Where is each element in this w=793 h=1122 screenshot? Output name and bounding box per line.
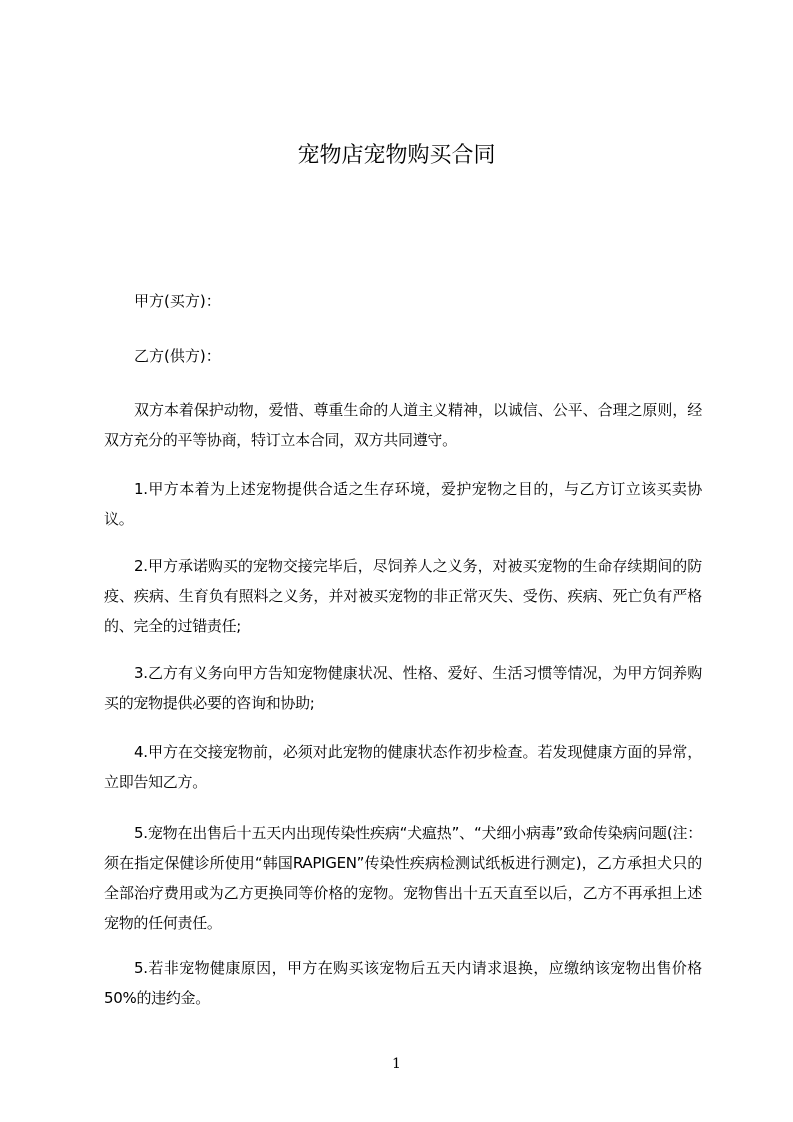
clause-5b-paragraph: 5.若非宠物健康原因，甲方在购买该宠物后五天内请求退换，应缴纳该宠物出售价格 50%的违约金。 xyxy=(104,959,702,1007)
document-title: 宠物店宠物购买合同 xyxy=(297,143,496,168)
clause-5-paragraph: 5.宠物在出售后十五天内出现传染性疾病“犬瘟热”、“犬细小病毒”致命传染病问题(注：须在指定保健诊所使用“韩国RAPIGEN”传染性疾病检测试纸板进行测定)，乙方承担犬只的全部治疗费用或为乙方更换同等价格的宠物。宠物售出十五天直至以后，乙方不再承担上述宠物的任何责任。 xyxy=(104,824,702,932)
page-number: 1 xyxy=(392,1056,401,1072)
clause-2-paragraph: 2.甲方承诺购买的宠物交接完毕后，尽饲养人之义务，对被买宠物的生命存续期间的防疫、疾病、生育负有照料之义务，并对被买宠物的非正常灭失、受伤、疾病、死亡负有严格的、完全的过错责任; xyxy=(104,557,702,635)
clause-4-paragraph: 4.甲方在交接宠物前，必须对此宠物的健康状态作初步检查。若发现健康方面的异常，立即告知乙方。 xyxy=(104,743,702,791)
preamble-paragraph: 双方本着保护动物，爱惜、尊重生命的人道主义精神，以诚信、公平、合理之原则，经双方充分的平等协商，特订立本合同，双方共同遵守。 xyxy=(104,401,702,449)
clause-1-paragraph: 1.甲方本着为上述宠物提供合适之生存环境，爱护宠物之目的，与乙方订立该买卖协议。 xyxy=(104,480,702,528)
party-a-line: 甲方(买方)： xyxy=(134,292,221,310)
party-b-line: 乙方(供方)： xyxy=(134,347,221,365)
clause-3-paragraph: 3.乙方有义务向甲方告知宠物健康状况、性格、爱好、生活习惯等情况，为甲方饲养购买的宠物提供必要的咨询和协助; xyxy=(104,664,702,712)
